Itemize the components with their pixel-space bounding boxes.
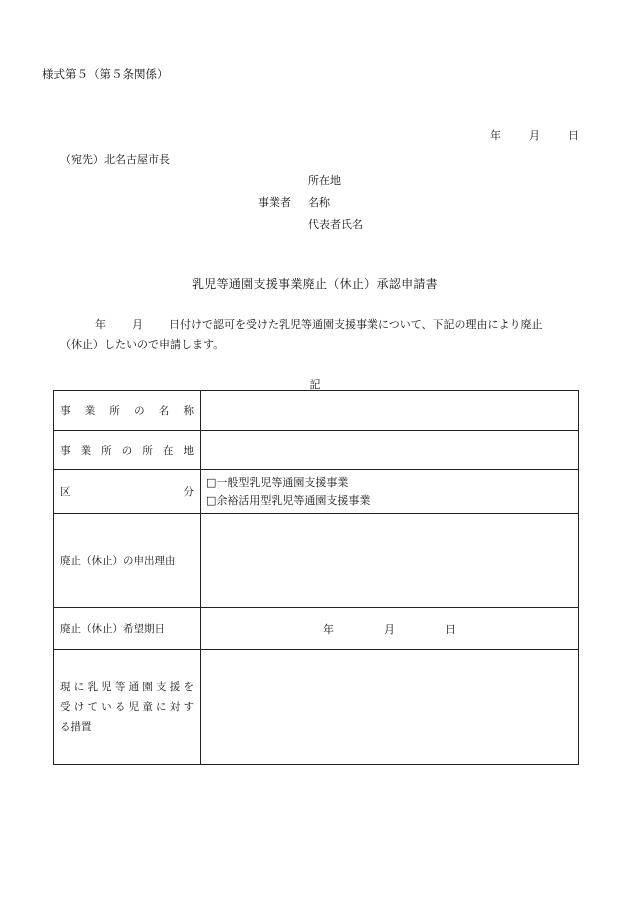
body-text-rest: 日付けで認可を受けた乳児等通園支援事業について、下記の理由により廃止 [169,318,543,331]
application-table [53,390,579,765]
reason-label: 廃止（休止）の申出理由 [60,555,176,567]
date-month-label: 月 [529,129,540,142]
reason-value[interactable] [201,514,579,608]
body-text-line-2: （休止）したいので申請します。 [60,338,225,351]
submission-date [490,127,579,143]
body-year-label: 年 [95,318,106,331]
category-option-surplus[interactable]: □余裕活用型乳児等通園支援事業 [206,493,371,507]
body-text-line-1 [95,316,543,332]
facility-address-value[interactable] [201,431,579,470]
facility-name-label: 事業所の名称 [60,405,194,417]
applicant-address-label: 所在地 [308,174,341,187]
category-option-general[interactable]: □一般型乳児等通園支援事業 [206,475,349,489]
form-number: 様式第５（第５条関係） [42,67,169,81]
date-day-label: 日 [568,129,579,142]
table-row [54,391,579,431]
measures-label-line-2: 受けている児童に対す [60,701,194,713]
table-row [54,608,579,650]
desired-date-value[interactable] [201,608,579,650]
facility-name-label-cell [54,391,201,431]
desired-day-label: 日 [445,622,456,636]
applicant-representative-label: 代表者氏名 [308,218,363,231]
category-label-left: 区 [60,486,71,498]
measures-label-cell [54,650,201,765]
facility-address-label-cell [54,431,201,470]
document-title: 乳児等通園支援事業廃止（休止）承認申請書 [191,277,438,291]
desired-date-label-cell [54,608,201,650]
desired-date-label: 廃止（休止）希望期日 [60,623,165,635]
date-year-label: 年 [490,129,501,142]
desired-month-label: 月 [384,622,395,636]
table-row [54,431,579,470]
ki-heading: 記 [309,378,321,391]
category-options-cell [201,470,579,514]
body-month-label: 月 [132,318,143,331]
table-row [54,650,579,765]
category-label [60,484,194,499]
table-row [54,514,579,608]
category-label-cell [54,470,201,514]
measures-value[interactable] [201,650,579,765]
applicant-name-label: 名称 [308,196,330,209]
facility-address-label: 事業所の所在地 [60,444,194,457]
category-label-right: 分 [183,486,194,498]
desired-year-label: 年 [323,622,334,636]
reason-label-cell [54,514,201,608]
facility-name-value[interactable] [201,391,579,431]
measures-label-line-1: 現に乳児等通園支援を [60,681,194,693]
addressee: （宛先）北名古屋市長 [60,153,170,166]
table-row [54,470,579,514]
measures-label-line-3: る措置 [60,721,92,733]
applicant-role-label: 事業者 [258,196,291,209]
